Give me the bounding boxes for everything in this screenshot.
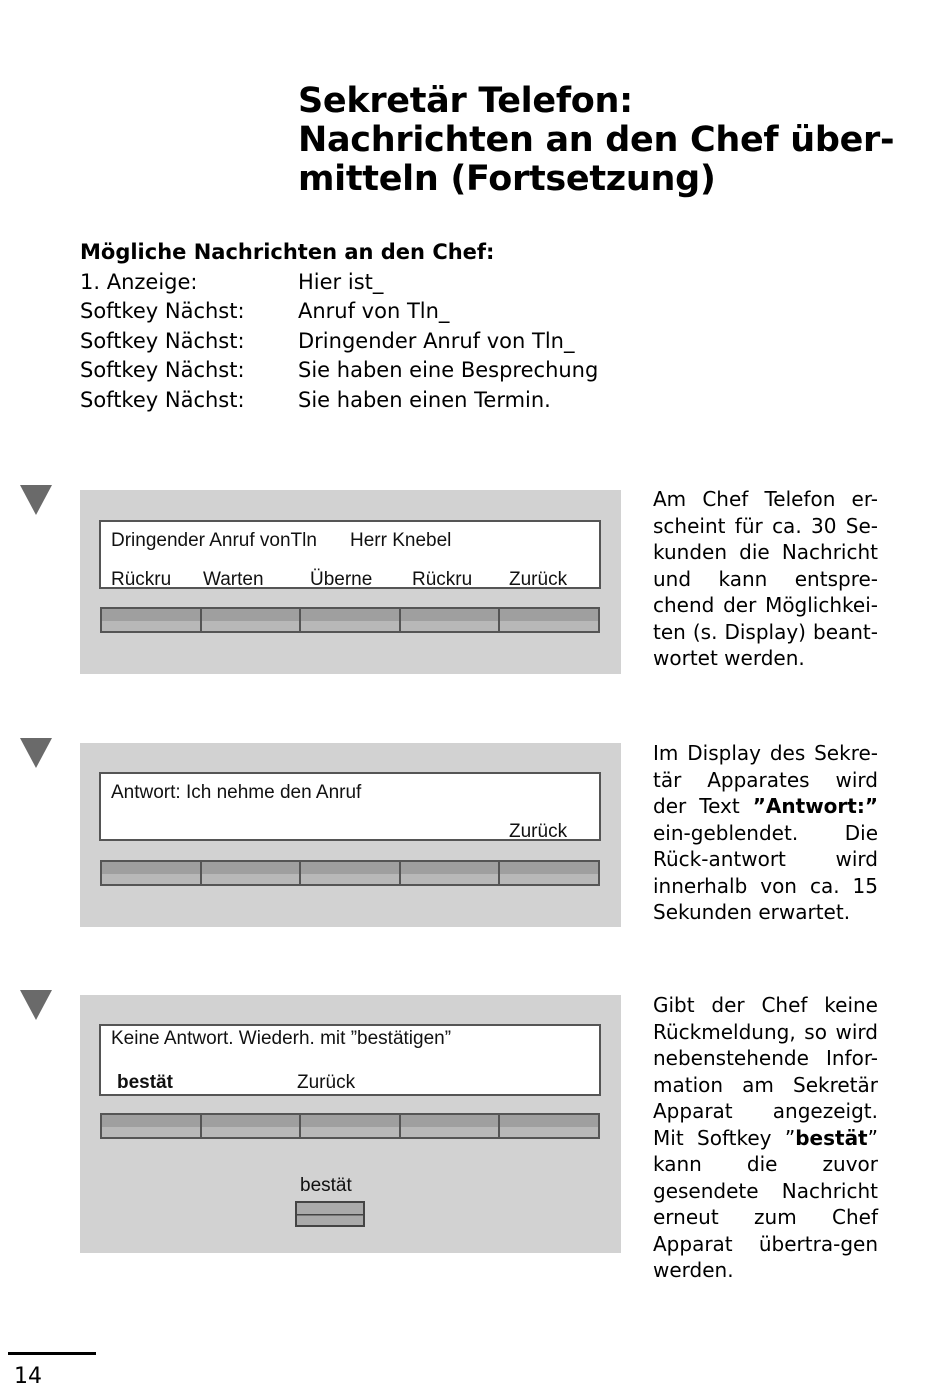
page-number: 14 <box>14 1364 42 1389</box>
phone-display <box>99 520 601 589</box>
description-emphasis: ”Antwort:” <box>752 794 878 818</box>
message-row-value: Hier ist_ <box>298 269 384 294</box>
message-row <box>80 268 680 298</box>
step-arrow-icon <box>20 485 52 515</box>
softkey-button[interactable] <box>202 1115 302 1137</box>
message-row-label: Softkey Nächst: <box>80 358 245 383</box>
display-message: Dringender Anruf vonTln <box>111 530 317 551</box>
message-row-value: Dringender Anruf von Tln_ <box>298 328 575 353</box>
phone-display-panel-1 <box>80 490 621 674</box>
display-message: Antwort: Ich nehme den Anruf <box>111 782 362 803</box>
message-row-value: Sie haben eine Besprechung <box>298 358 599 383</box>
softkey-button[interactable] <box>202 609 302 631</box>
softkey-bar <box>100 1113 600 1139</box>
softkey-label-confirm: bestät <box>117 1072 173 1093</box>
softkey-button[interactable] <box>500 609 598 631</box>
message-row-label: Softkey Nächst: <box>80 299 245 324</box>
message-row-value: Sie haben einen Termin. <box>298 387 551 412</box>
description-text: Im Display des Sekre-tär Apparates wird der Text <box>653 741 878 818</box>
message-row-value: Anruf von Tln_ <box>298 299 450 324</box>
title-line-1: Sekretär Telefon: <box>298 81 633 121</box>
message-row-label: Softkey Nächst: <box>80 328 245 353</box>
description-emphasis: bestät <box>795 1125 868 1150</box>
softkey-button[interactable] <box>401 609 501 631</box>
description-text: ” kann die zuvor gesendete Nachricht erneut zum Chef Apparat übertra-gen werden. <box>653 1125 878 1282</box>
softkey-label-callback: Rückru <box>111 569 172 590</box>
softkey-button[interactable] <box>401 1115 501 1137</box>
confirm-softkey-button[interactable] <box>295 1201 365 1227</box>
confirm-key-label: bestät <box>300 1175 352 1196</box>
description-text: Gibt der Chef keine Rückmeldung, so wird nebenstehende Infor-mation am Sekretär Apparat angezeigt. Mit Softkey ” <box>653 993 878 1150</box>
softkey-label-wait: Warten <box>203 569 264 590</box>
step-arrow-icon <box>20 738 52 768</box>
softkey-button[interactable] <box>202 862 302 884</box>
softkey-button[interactable] <box>102 1115 202 1137</box>
softkey-button[interactable] <box>301 862 401 884</box>
panel-3-description <box>653 992 878 1284</box>
softkey-bar <box>100 607 600 633</box>
message-list <box>80 238 680 416</box>
softkey-button[interactable] <box>102 862 202 884</box>
softkey-label-back: Zurück <box>509 569 568 590</box>
phone-display <box>99 772 601 841</box>
title-line-2: Nachrichten an den Chef über- <box>298 120 895 160</box>
message-row <box>80 327 680 357</box>
phone-display <box>99 1024 601 1096</box>
message-row <box>80 386 680 416</box>
message-row <box>80 297 680 327</box>
softkey-label-take-over: Überne <box>310 569 373 590</box>
panel-2-description <box>653 740 878 926</box>
message-row <box>80 356 680 386</box>
display-caller-name: Herr Knebel <box>350 530 452 551</box>
phone-display-panel-2 <box>80 743 621 927</box>
softkey-button[interactable] <box>102 609 202 631</box>
title-line-3: mitteln (Fortsetzung) <box>298 159 716 199</box>
display-message: Keine Antwort. Wiederh. mit ”bestätigen” <box>111 1028 452 1049</box>
message-row-label: Softkey Nächst: <box>80 387 245 412</box>
panel-1-description: Am Chef Telefon er-scheint für ca. 30 Se-kunden die Nachricht und kann entspre-chend der Möglichkei-ten (s. Display) beant-wortet werden. <box>653 487 878 670</box>
step-arrow-icon <box>20 990 52 1020</box>
phone-display-panel-3 <box>80 995 621 1253</box>
softkey-button[interactable] <box>301 1115 401 1137</box>
message-row-label: 1. Anzeige: <box>80 269 198 294</box>
description-text: ein-geblendet. Die Rück-antwort wird innerhalb von ca. 15 Sekunden erwartet. <box>653 820 878 924</box>
softkey-label-back: Zurück <box>297 1072 356 1093</box>
softkey-bar <box>100 860 600 886</box>
message-list-heading: Mögliche Nachrichten an den Chef: <box>80 240 495 264</box>
softkey-label-back: Zurück <box>509 821 568 842</box>
softkey-button[interactable] <box>500 862 598 884</box>
softkey-button[interactable] <box>301 609 401 631</box>
softkey-button[interactable] <box>500 1115 598 1137</box>
softkey-button[interactable] <box>401 862 501 884</box>
footer-rule <box>8 1352 96 1355</box>
page-title <box>298 82 918 199</box>
softkey-label-callback-2: Rückru <box>412 569 473 590</box>
